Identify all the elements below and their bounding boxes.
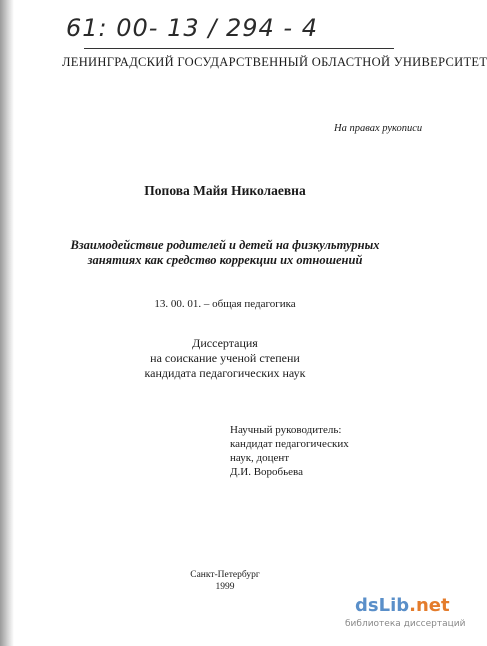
dslib-watermark — [345, 595, 466, 643]
supervisor-heading: Научный руководитель: — [230, 424, 342, 436]
degree-statement — [0, 336, 450, 381]
speciality-code: 13. 00. 01. – общая педагогика — [154, 298, 296, 310]
handwritten-underline — [84, 48, 394, 49]
watermark-subtitle: библиотека диссертаций — [345, 619, 466, 629]
title-line-1: Взаимодействие родителей и детей на физкультурных — [70, 238, 380, 252]
watermark-logo-main: dsLib — [355, 595, 410, 616]
title-line-2: занятиях как средство коррекции их отношений — [87, 253, 363, 267]
year: 1999 — [215, 582, 235, 592]
rights-note: На правах рукописи — [334, 123, 423, 134]
watermark-logo-suffix: .net — [409, 595, 450, 616]
author-name: Попова Майя Николаевна — [144, 183, 306, 198]
supervisor-degree: кандидат педагогических — [230, 438, 349, 450]
city: Санкт-Петербург — [190, 570, 260, 580]
institution-name: ЛЕНИНГРАДСКИЙ ГОСУДАРСТВЕННЫЙ ОБЛАСТНОЙ УНИВЕРСИТЕТ — [62, 55, 487, 69]
degree-line-1: Диссертация — [192, 336, 258, 350]
supervisor-name: Д.И. Воробьева — [230, 466, 303, 478]
supervisor-block — [230, 423, 349, 479]
handwritten-code-text: 61: 00- 13 / 294 - 4 — [66, 14, 318, 42]
dissertation-title — [0, 238, 450, 268]
handwritten-catalog-code — [66, 10, 406, 50]
scan-edge-shadow — [0, 0, 14, 646]
degree-line-3: кандидата педагогических наук — [144, 366, 306, 380]
supervisor-rank: наук, доцент — [230, 452, 290, 464]
degree-line-2: на соискание ученой степени — [150, 351, 300, 365]
watermark-logo — [355, 595, 450, 616]
